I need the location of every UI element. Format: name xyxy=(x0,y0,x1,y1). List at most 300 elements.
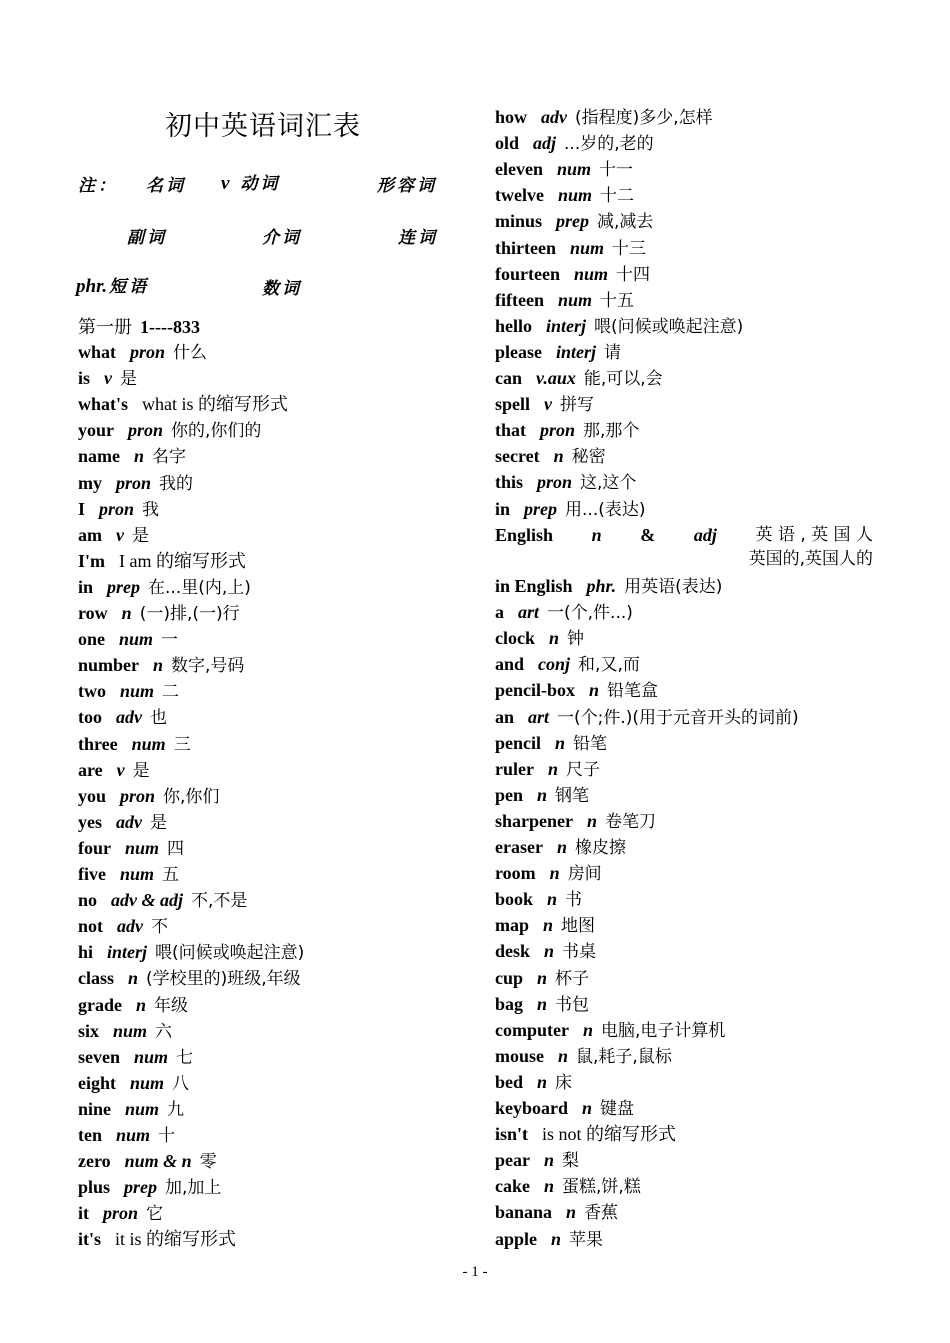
vocab-pos: n xyxy=(587,810,598,831)
vocab-meaning: 十二 xyxy=(600,186,635,207)
vocab-entry xyxy=(78,863,179,886)
vocab-meaning: (学校里的)班级,年级 xyxy=(146,969,301,990)
vocab-pos: n xyxy=(582,1019,593,1040)
vocab-meaning: I am 的缩写形式 xyxy=(119,550,246,571)
vocab-word: that xyxy=(495,420,526,441)
vocab-pos: pron xyxy=(120,785,156,806)
vocab-pos-amp: & xyxy=(640,525,656,545)
vocab-pos: adj xyxy=(693,525,717,545)
vocab-word: bag xyxy=(495,993,524,1014)
vocab-entry xyxy=(495,993,589,1016)
vocab-meaning: 电脑,电子计算机 xyxy=(601,1020,726,1041)
vocab-word: three xyxy=(78,733,118,754)
vocab-pos: adv & adj xyxy=(111,890,184,911)
legend-conjunction: 连词 xyxy=(398,228,438,248)
vocab-word: banana xyxy=(495,1202,553,1223)
vocab-pos: adv xyxy=(116,811,142,832)
vocab-meaning: 一 xyxy=(161,630,179,651)
vocab-word: cake xyxy=(495,1176,530,1197)
vocab-meaning: 名字 xyxy=(152,447,187,468)
vocab-word: room xyxy=(495,863,536,884)
vocab-word: thirteen xyxy=(495,237,556,258)
vocab-meaning: 橡皮擦 xyxy=(574,838,626,858)
vocab-word: nine xyxy=(78,1098,112,1119)
vocab-pos: n xyxy=(544,1150,555,1171)
vocab-entry xyxy=(78,994,188,1017)
legend-verb-abbr: v xyxy=(221,173,230,194)
vocab-pos: n xyxy=(566,1202,577,1223)
vocab-meaning: 那,那个 xyxy=(583,421,640,442)
vocab-pos: num xyxy=(119,864,155,884)
vocab-meaning: 秘密 xyxy=(571,447,606,468)
vocab-entry xyxy=(78,628,178,651)
vocab-pos: interj xyxy=(556,341,597,362)
vocab-entry xyxy=(78,1150,217,1173)
vocab-pos: prep xyxy=(124,1177,158,1198)
vocab-word: one xyxy=(78,629,105,650)
vocab-word: zero xyxy=(78,1151,111,1172)
vocab-meaning: 尺子 xyxy=(566,759,600,780)
vocab-entry xyxy=(495,315,743,338)
vocab-meaning: (指程度)多少,怎样 xyxy=(575,108,713,128)
vocab-word: pen xyxy=(495,784,524,805)
vocab-entry xyxy=(495,1071,572,1094)
vocab-meaning: 键盘 xyxy=(600,1099,635,1119)
vocab-entry xyxy=(78,419,261,442)
vocab-pos: pron xyxy=(103,1203,139,1224)
vocab-entry xyxy=(78,1124,175,1147)
vocab-entry xyxy=(495,393,594,416)
vocab-meaning: 十 xyxy=(158,1126,176,1146)
vocab-pos: adj xyxy=(533,133,557,154)
legend-note-label: 注： xyxy=(78,176,118,196)
vocab-meaning: 不,不是 xyxy=(191,891,248,912)
vocab-word: desk xyxy=(495,941,531,962)
page-number: - 1 - xyxy=(462,1264,488,1280)
vocab-word: sharpener xyxy=(495,810,573,831)
vocab-word: seven xyxy=(78,1046,120,1067)
vocab-meaning: 鼠,耗子,鼠标 xyxy=(576,1046,672,1067)
vocab-entry xyxy=(495,132,654,155)
vocab-meaning: 五 xyxy=(162,865,180,885)
vocab-entry xyxy=(495,1201,618,1224)
vocab-word: in English xyxy=(495,576,573,596)
vocab-pos: prep xyxy=(107,576,141,597)
vocab-entry xyxy=(78,341,207,364)
vocab-meaning: 十三 xyxy=(612,238,647,259)
vocab-entry xyxy=(495,888,582,911)
vocab-entry xyxy=(495,341,621,364)
vocab-pos: v xyxy=(116,759,125,780)
vocab-pos: num xyxy=(119,629,154,650)
vocab-word: what's xyxy=(78,394,129,415)
legend-phrase xyxy=(76,272,149,298)
vocab-meaning: 加,加上 xyxy=(165,1178,222,1199)
vocab-meaning: what is 的缩写形式 xyxy=(142,394,289,415)
vocab-pos: interj xyxy=(107,942,148,963)
vocab-word: eight xyxy=(78,1072,116,1093)
vocab-entry xyxy=(78,785,219,808)
vocab-word: are xyxy=(78,759,103,780)
vocab-entry xyxy=(495,575,722,598)
vocab-entry xyxy=(78,811,167,834)
vocab-word: is xyxy=(78,368,91,389)
vocab-word: how xyxy=(495,107,528,127)
vocab-word: an xyxy=(495,706,515,727)
vocab-word: class xyxy=(78,968,114,989)
vocab-word: English xyxy=(495,525,554,545)
vocab-meaning-continued: 英国的,英国人的 xyxy=(748,549,873,569)
english-entry-line-1 xyxy=(495,523,873,547)
vocab-word: keyboard xyxy=(495,1098,569,1118)
vocab-word: please xyxy=(495,341,542,362)
vocab-meaning: 这,这个 xyxy=(580,473,637,494)
vocab-entry xyxy=(495,498,646,521)
vocab-meaning: 八 xyxy=(172,1073,190,1094)
vocab-word: apple xyxy=(495,1228,538,1249)
vocab-entry xyxy=(495,445,606,468)
vocab-meaning: 苹果 xyxy=(569,1229,604,1250)
vocab-word: secret xyxy=(495,446,540,467)
vocab-pos: num xyxy=(131,733,166,754)
legend-verb-label: 动词 xyxy=(240,174,281,194)
vocab-word: this xyxy=(495,472,524,493)
vocab-word: in xyxy=(78,576,94,597)
vocab-pos: num xyxy=(116,1125,151,1145)
section-label: 第一册 xyxy=(78,317,132,337)
vocab-pos: n xyxy=(547,758,558,779)
vocab-entry xyxy=(78,941,304,964)
vocab-pos: pron xyxy=(537,472,573,493)
vocab-entry xyxy=(495,810,656,833)
vocab-meaning: it is 的缩写形式 xyxy=(115,1229,237,1250)
vocab-word: it xyxy=(78,1203,89,1224)
vocab-pos: n xyxy=(553,446,564,467)
vocab-word: pencil xyxy=(495,732,542,753)
vocab-entry xyxy=(78,472,193,495)
vocab-entry xyxy=(78,550,246,572)
vocab-word: a xyxy=(495,602,504,623)
vocab-meaning: 六 xyxy=(155,1021,173,1042)
vocab-pos: num xyxy=(557,289,593,310)
vocab-pos: n xyxy=(134,446,145,467)
vocab-word: plus xyxy=(78,1177,111,1198)
legend-adjective: 形容词 xyxy=(377,176,437,196)
vocab-pos: adv xyxy=(541,107,568,127)
vocab-pos: phr. xyxy=(586,576,617,596)
vocab-word: book xyxy=(495,889,534,910)
vocab-pos: num xyxy=(556,159,592,180)
vocab-word: my xyxy=(78,472,102,493)
vocab-entry xyxy=(495,184,634,207)
vocab-pos: n xyxy=(537,993,548,1014)
vocab-word: your xyxy=(78,420,114,441)
vocab-entry xyxy=(78,706,167,729)
vocab-word: in xyxy=(495,498,511,519)
vocab-entry-english xyxy=(495,523,873,571)
vocab-entry xyxy=(495,940,596,963)
vocab-entry xyxy=(495,367,663,390)
vocab-word: what xyxy=(78,342,117,362)
vocab-entry xyxy=(495,237,646,260)
vocab-word: old xyxy=(495,133,520,154)
vocab-pos: n xyxy=(544,1176,555,1197)
vocab-pos: v xyxy=(104,368,113,389)
vocab-pos: n xyxy=(121,603,132,623)
vocab-meaning: 房间 xyxy=(567,864,602,885)
vocab-pos: pron xyxy=(540,420,576,441)
vocab-meaning: 书 xyxy=(565,890,583,911)
vocab-entry xyxy=(495,653,640,676)
vocab-pos: num xyxy=(120,681,155,702)
vocab-meaning: 卷笔刀 xyxy=(605,811,657,832)
vocab-meaning: 三 xyxy=(173,734,191,755)
vocab-entry xyxy=(78,1202,163,1225)
vocab-meaning: 也 xyxy=(150,708,167,729)
vocab-pos: n xyxy=(549,628,560,649)
vocab-meaning: 英 语 , 英 国 人 xyxy=(755,525,873,545)
vocab-entry xyxy=(78,759,150,782)
vocab-entry xyxy=(495,967,589,990)
vocab-meaning: 你的,你们的 xyxy=(171,421,262,442)
vocab-word: no xyxy=(78,890,98,911)
vocab-meaning: 减,减去 xyxy=(597,212,654,233)
vocab-meaning: 在...里(内,上) xyxy=(148,577,251,598)
vocab-word: computer xyxy=(495,1019,569,1040)
vocab-meaning: 四 xyxy=(167,838,185,859)
vocab-word: isn't xyxy=(495,1124,529,1145)
vocab-meaning: 数字,号码 xyxy=(171,656,245,677)
vocab-pos: n xyxy=(543,915,554,936)
vocab-entry xyxy=(495,1123,676,1145)
vocab-pos: num xyxy=(573,263,609,284)
vocab-word: spell xyxy=(495,394,531,415)
vocab-pos: n xyxy=(582,1098,593,1118)
vocab-entry xyxy=(78,654,244,677)
vocab-word: hello xyxy=(495,315,533,336)
vocab-pos: n xyxy=(136,994,147,1015)
vocab-meaning: 书桌 xyxy=(562,942,597,963)
vocab-pos: n xyxy=(556,837,567,857)
page-title: 初中英语词汇表 xyxy=(165,111,361,142)
vocab-pos: prep xyxy=(556,211,590,232)
vocab-entry xyxy=(495,1228,603,1251)
vocab-word: you xyxy=(78,785,107,806)
vocab-pos: adv xyxy=(116,707,142,728)
vocab-entry xyxy=(78,602,240,625)
vocab-meaning: 是 xyxy=(132,760,150,781)
vocab-meaning: 二 xyxy=(162,682,180,703)
vocab-meaning: (一)排,(一)行 xyxy=(139,604,240,624)
vocab-entry xyxy=(495,758,600,781)
vocab-entry xyxy=(78,837,184,860)
vocab-meaning: 钢笔 xyxy=(555,785,590,806)
vocab-word: fourteen xyxy=(495,263,560,284)
vocab-meaning: 是 xyxy=(132,525,149,546)
vocab-word: pencil-box xyxy=(495,680,576,701)
vocab-meaning: 零 xyxy=(199,1152,217,1173)
vocab-meaning: 十一 xyxy=(599,160,634,181)
vocab-word: eraser xyxy=(495,837,543,857)
section-heading xyxy=(78,316,200,338)
vocab-entry xyxy=(78,680,179,703)
vocab-entry xyxy=(78,1176,221,1199)
vocab-meaning: 床 xyxy=(555,1072,573,1093)
legend-numeral: 数词 xyxy=(262,279,302,299)
vocab-entry xyxy=(495,106,713,129)
vocab-word: and xyxy=(495,654,525,675)
vocab-pos: pron xyxy=(99,498,135,519)
vocab-pos: v xyxy=(116,524,124,545)
vocab-word: eleven xyxy=(495,159,543,180)
vocab-meaning: 十五 xyxy=(600,290,635,311)
vocab-entry xyxy=(495,471,636,494)
vocab-entry xyxy=(78,524,149,547)
vocab-word: six xyxy=(78,1020,100,1041)
vocab-meaning: 是 xyxy=(120,369,138,390)
vocab-pos: n xyxy=(555,732,566,753)
vocab-pos: n xyxy=(153,655,164,676)
vocab-meaning: 地图 xyxy=(561,916,596,937)
vocab-meaning: 你,你们 xyxy=(163,786,220,807)
vocab-entry xyxy=(495,210,653,233)
vocab-entry xyxy=(495,1149,579,1172)
vocab-pos: num xyxy=(113,1020,148,1041)
vocab-meaning: 是 xyxy=(150,812,167,833)
vocab-pos: n xyxy=(591,525,602,545)
vocab-pos: n xyxy=(128,968,139,989)
vocab-meaning: 喂(问候或唤起注意) xyxy=(594,316,744,337)
vocab-meaning: 九 xyxy=(167,1099,185,1120)
vocab-entry xyxy=(78,1098,184,1121)
vocab-word: I'm xyxy=(78,550,105,571)
vocab-word: twelve xyxy=(495,185,544,206)
vocab-meaning: 它 xyxy=(146,1204,164,1225)
vocab-word: hi xyxy=(78,942,94,963)
vocab-pos: pron xyxy=(128,420,164,441)
vocab-pos: num xyxy=(557,185,593,206)
vocab-entry xyxy=(495,158,633,181)
legend-phrase-label: 短语 xyxy=(109,277,150,297)
vocab-meaning: 用...(表达) xyxy=(565,499,646,520)
vocab-word: five xyxy=(78,864,106,884)
vocab-pos: n xyxy=(537,967,548,988)
vocab-meaning: 什么 xyxy=(173,343,208,363)
vocab-meaning: 书包 xyxy=(555,994,590,1015)
vocab-pos: n xyxy=(537,784,548,805)
vocab-entry xyxy=(495,1019,725,1042)
vocab-meaning: 一(个,件...) xyxy=(547,603,633,624)
legend-noun: 名词 xyxy=(146,176,186,196)
vocab-entry xyxy=(495,1097,634,1120)
vocab-pos: n xyxy=(558,1045,569,1066)
vocab-word: four xyxy=(78,837,111,858)
vocab-pos: n xyxy=(589,680,600,701)
vocab-entry xyxy=(78,967,301,990)
vocab-meaning: 用英语(表达) xyxy=(624,577,723,597)
vocab-word: not xyxy=(78,916,104,937)
vocab-word: clock xyxy=(495,628,535,649)
vocab-meaning: 我的 xyxy=(159,473,194,494)
vocab-meaning: 年级 xyxy=(154,995,189,1016)
vocab-word: pear xyxy=(495,1150,530,1171)
legend-preposition: 介词 xyxy=(262,228,302,248)
vocab-meaning: 和,又,而 xyxy=(578,655,640,676)
vocab-word: can xyxy=(495,368,522,388)
vocab-meaning: 梨 xyxy=(562,1151,580,1172)
vocab-meaning: 一(个;件.)(用于元音开头的词前) xyxy=(557,707,799,728)
vocab-entry xyxy=(78,445,186,468)
vocab-pos: num xyxy=(134,1046,169,1067)
vocab-meaning: is not 的缩写形式 xyxy=(542,1124,677,1145)
vocab-pos: art xyxy=(528,706,550,727)
vocab-pos: interj xyxy=(546,315,587,336)
vocab-meaning: 拼写 xyxy=(560,395,595,416)
vocab-pos: num & n xyxy=(124,1151,192,1172)
vocab-meaning: 七 xyxy=(176,1047,194,1068)
vocab-meaning: 我 xyxy=(142,499,160,520)
vocab-entry xyxy=(495,263,650,286)
vocab-entry xyxy=(495,784,589,807)
vocab-pos: art xyxy=(518,602,540,623)
vocab-entry xyxy=(495,679,658,702)
vocab-entry xyxy=(78,1046,193,1069)
vocab-entry xyxy=(78,1072,189,1095)
vocab-meaning: 铅笔 xyxy=(573,733,608,754)
vocab-entry xyxy=(495,732,607,755)
vocab-word: cup xyxy=(495,967,524,988)
vocab-word: bed xyxy=(495,1071,524,1092)
vocab-pos: num xyxy=(125,837,160,858)
vocab-entry xyxy=(495,706,799,729)
vocab-word: number xyxy=(78,655,140,676)
vocab-meaning: 不 xyxy=(151,917,169,938)
vocab-pos: n xyxy=(551,1228,562,1249)
vocab-pos: num xyxy=(130,1072,165,1093)
vocab-entry xyxy=(78,889,247,912)
vocab-pos: pron xyxy=(116,472,152,493)
vocab-pos: conj xyxy=(538,654,571,675)
legend-adverb: 副词 xyxy=(127,228,167,248)
vocab-pos: n xyxy=(547,889,558,910)
vocab-meaning: 喂(问候或唤起注意) xyxy=(155,943,305,964)
vocab-word: grade xyxy=(78,994,122,1015)
vocab-meaning: 十四 xyxy=(616,264,651,285)
vocab-entry xyxy=(78,1020,172,1043)
vocab-entry xyxy=(78,367,137,390)
vocab-word: yes xyxy=(78,811,102,832)
vocab-entry xyxy=(78,915,168,938)
vocab-entry xyxy=(78,576,251,599)
vocab-pos: n xyxy=(544,941,555,962)
vocab-meaning: 请 xyxy=(604,342,622,363)
vocab-meaning: 铅笔盒 xyxy=(607,681,659,702)
legend-verb xyxy=(221,169,280,195)
vocab-pos: num xyxy=(569,237,605,258)
vocab-meaning: 香蕉 xyxy=(584,1203,619,1224)
section-range: 1----833 xyxy=(140,317,200,337)
vocab-word: am xyxy=(78,524,102,545)
vocab-entry xyxy=(495,862,602,885)
vocab-entry xyxy=(495,289,634,312)
vocab-word: map xyxy=(495,915,530,936)
vocab-word: ten xyxy=(78,1125,102,1145)
vocab-meaning: ...岁的,老的 xyxy=(564,134,654,155)
vocab-word: fifteen xyxy=(495,289,544,310)
vocab-entry xyxy=(78,498,159,521)
vocab-meaning: 能,可以,会 xyxy=(583,369,663,389)
legend-phrase-abbr: phr. xyxy=(76,276,108,297)
